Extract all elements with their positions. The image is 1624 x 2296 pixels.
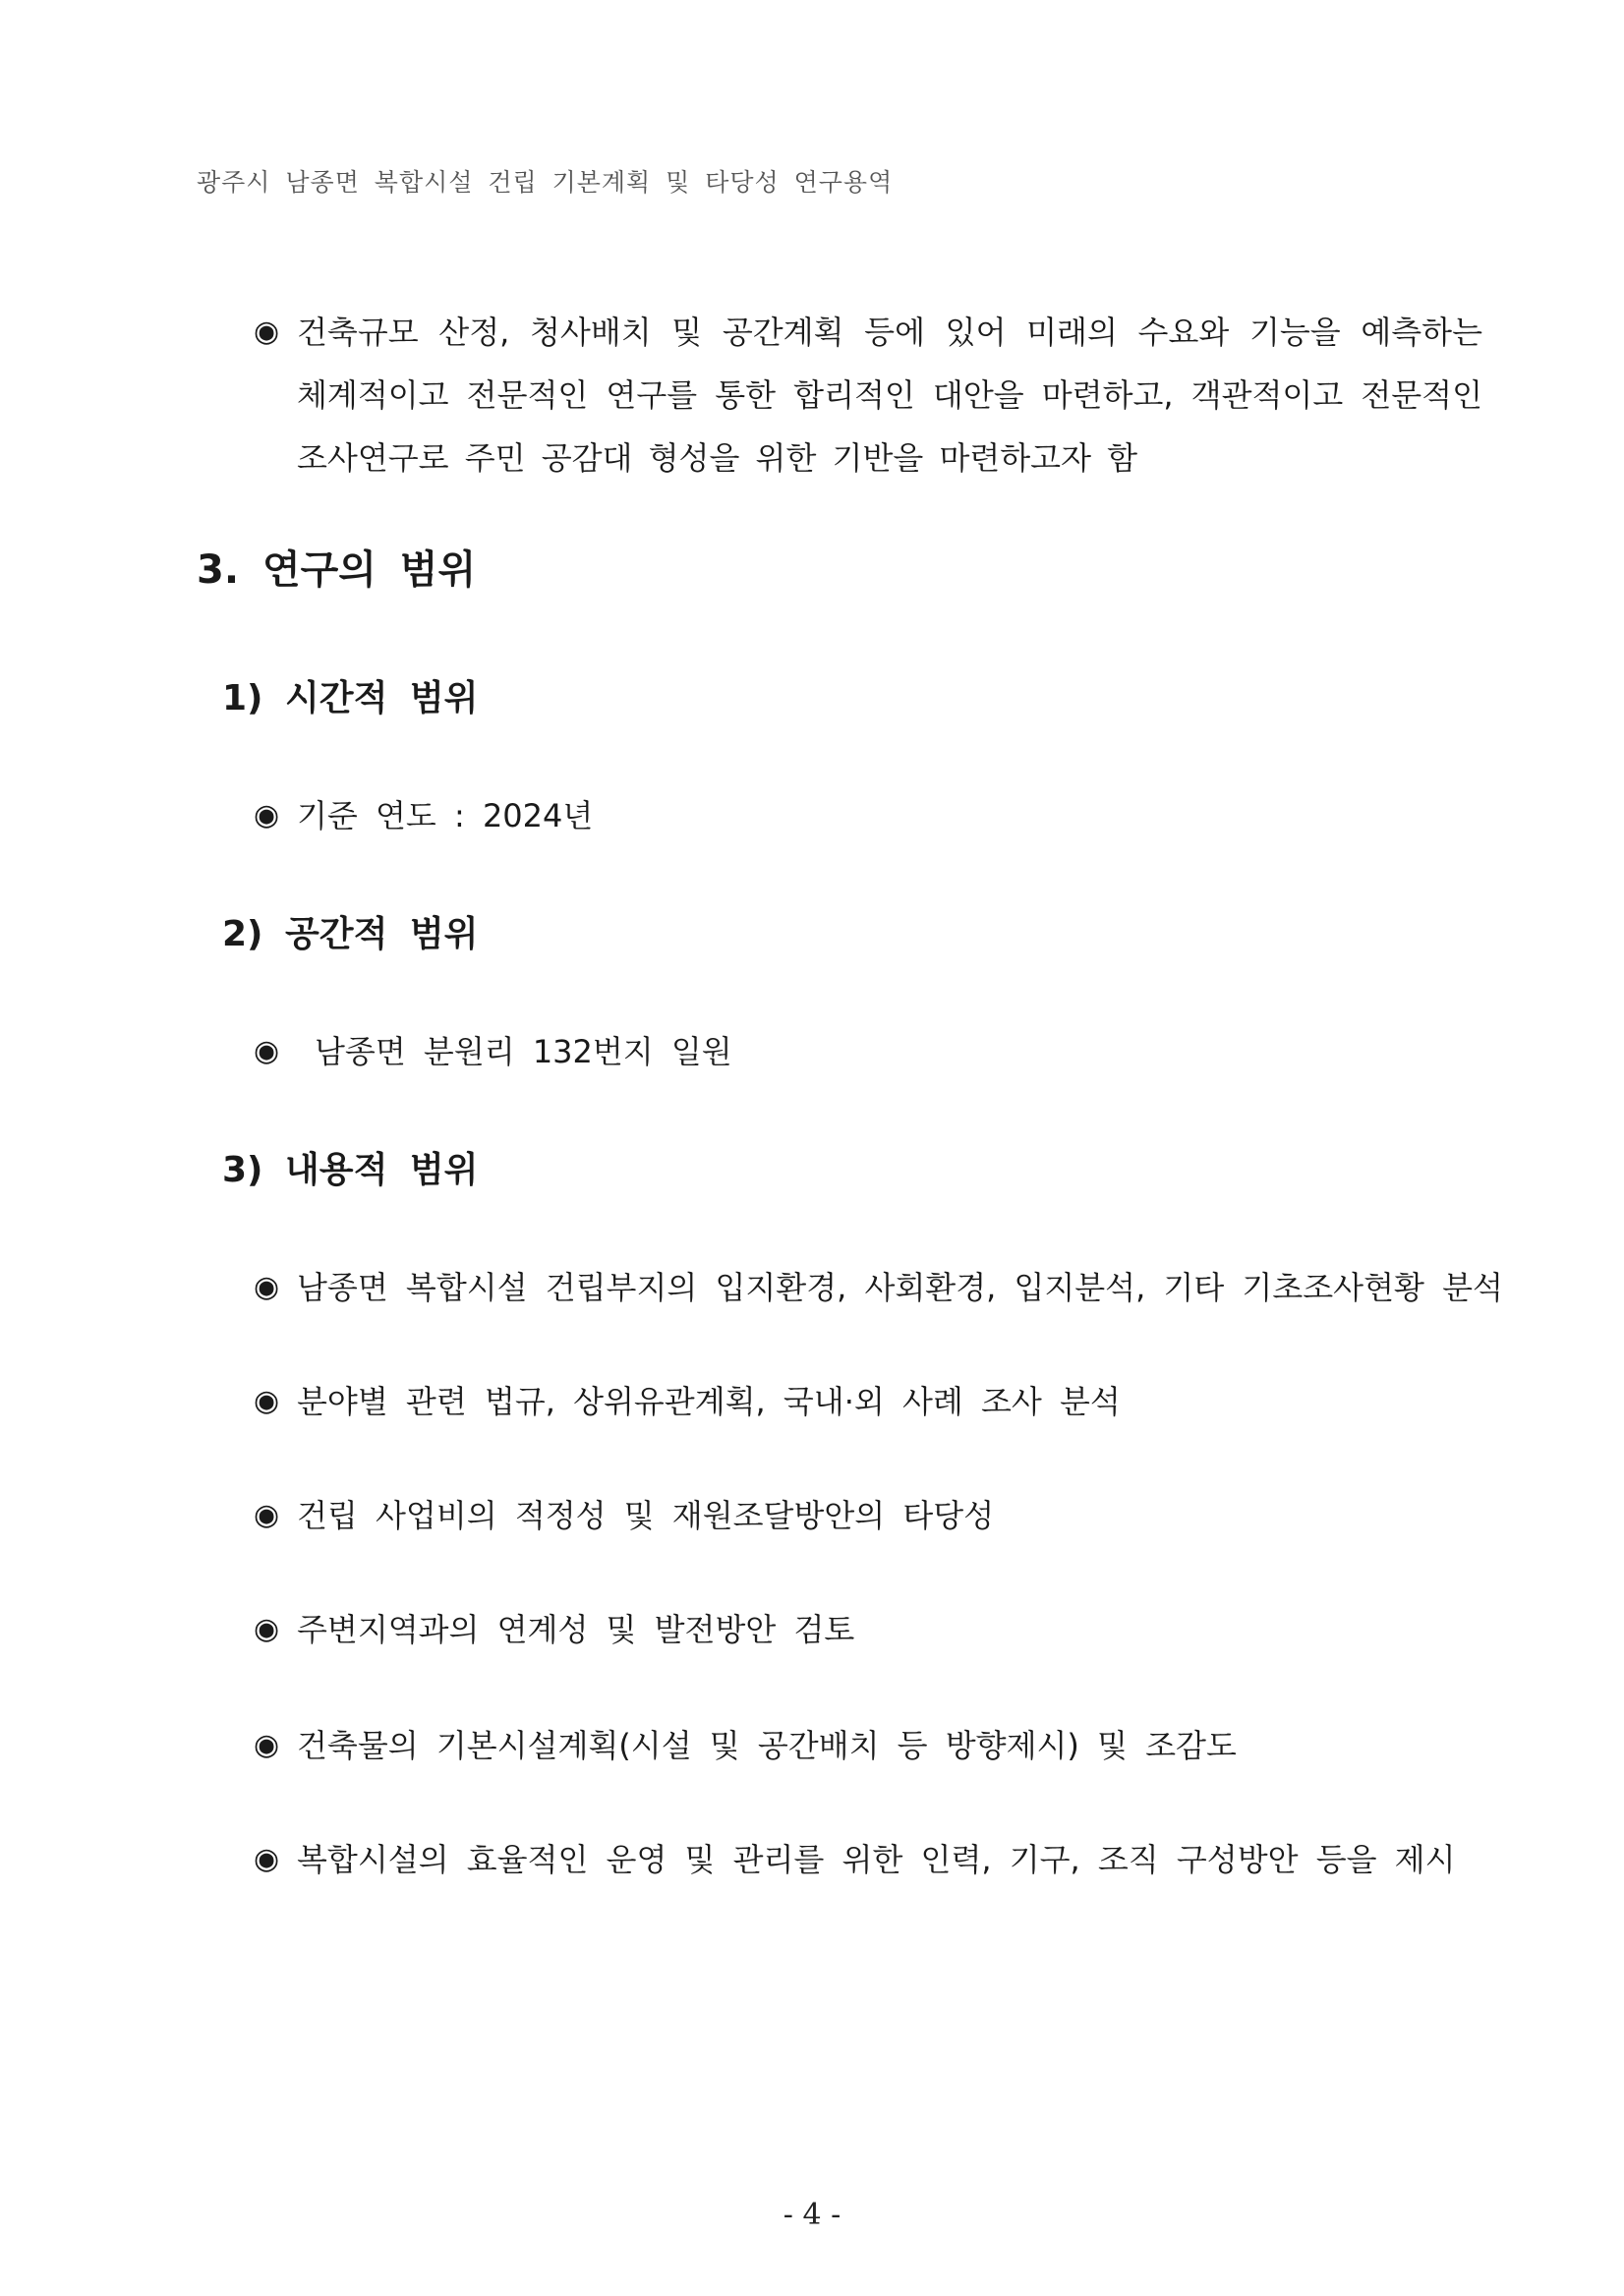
content-scope-text: 남종면 복합시설 건립부지의 입지환경, 사회환경, 입지분석, 기타 기초조사현황 분석 <box>297 1269 1503 1306</box>
content-scope-text: 건립 사업비의 적정성 및 재원조달방안의 타당성 <box>297 1497 995 1534</box>
content-scope-item <box>254 1598 1482 1661</box>
bullet-icon: ◉ <box>254 798 280 832</box>
temporal-scope-item <box>254 784 1482 847</box>
bullet-icon: ◉ <box>254 1612 280 1646</box>
spatial-scope-heading: 2) 공간적 범위 <box>222 914 479 954</box>
content-scope-item <box>254 1828 1482 1891</box>
content-scope-text: 분야별 관련 법규, 상위유관계획, 국내·외 사례 조사 분석 <box>297 1383 1121 1420</box>
bullet-icon: ◉ <box>254 1842 280 1876</box>
bullet-icon: ◉ <box>254 1270 280 1304</box>
bullet-icon: ◉ <box>254 1384 280 1418</box>
bullet-icon: ◉ <box>254 1034 280 1068</box>
bullet-icon: ◉ <box>254 315 280 349</box>
content-scope-item <box>254 1370 1482 1433</box>
content-scope-text: 건축물의 기본시설계획(시설 및 공간배치 등 방향제시) 및 조감도 <box>297 1727 1237 1764</box>
temporal-scope-heading: 1) 시간적 범위 <box>222 678 479 718</box>
running-header: 광주시 남종면 복합시설 건립 기본계획 및 타당성 연구용역 <box>197 168 894 197</box>
spatial-scope-text: 남종면 분원리 132번지 일원 <box>315 1033 732 1070</box>
intro-bullet <box>254 301 1482 489</box>
content-scope-item <box>254 1714 1482 1777</box>
content-scope-text: 주변지역과의 연계성 및 발전방안 검토 <box>297 1611 855 1648</box>
content-scope-heading: 3) 내용적 범위 <box>222 1150 479 1190</box>
spatial-scope-item <box>254 1020 1482 1083</box>
content-scope-text: 복합시설의 효율적인 운영 및 관리를 위한 인력, 기구, 조직 구성방안 등을 제시 <box>297 1841 1456 1878</box>
content-scope-item <box>254 1484 1482 1547</box>
bullet-icon: ◉ <box>254 1498 280 1532</box>
temporal-scope-text: 기준 연도 : 2024년 <box>297 797 594 834</box>
bullet-icon: ◉ <box>254 1728 280 1762</box>
page-number: - 4 - <box>783 2198 841 2232</box>
content-scope-item <box>254 1256 1503 1319</box>
intro-text: 건축규모 산정, 청사배치 및 공간계획 등에 있어 미래의 수요와 기능을 예측하는 체계적이고 전문적인 연구를 통한 합리적인 대안을 마련하고, 객관적이고 전문적인 조사연구로 주민 공감대 형성을 위한 기반을 마련하고자 함 <box>297 314 1482 477</box>
section-heading: 3. 연구의 범위 <box>197 547 477 593</box>
